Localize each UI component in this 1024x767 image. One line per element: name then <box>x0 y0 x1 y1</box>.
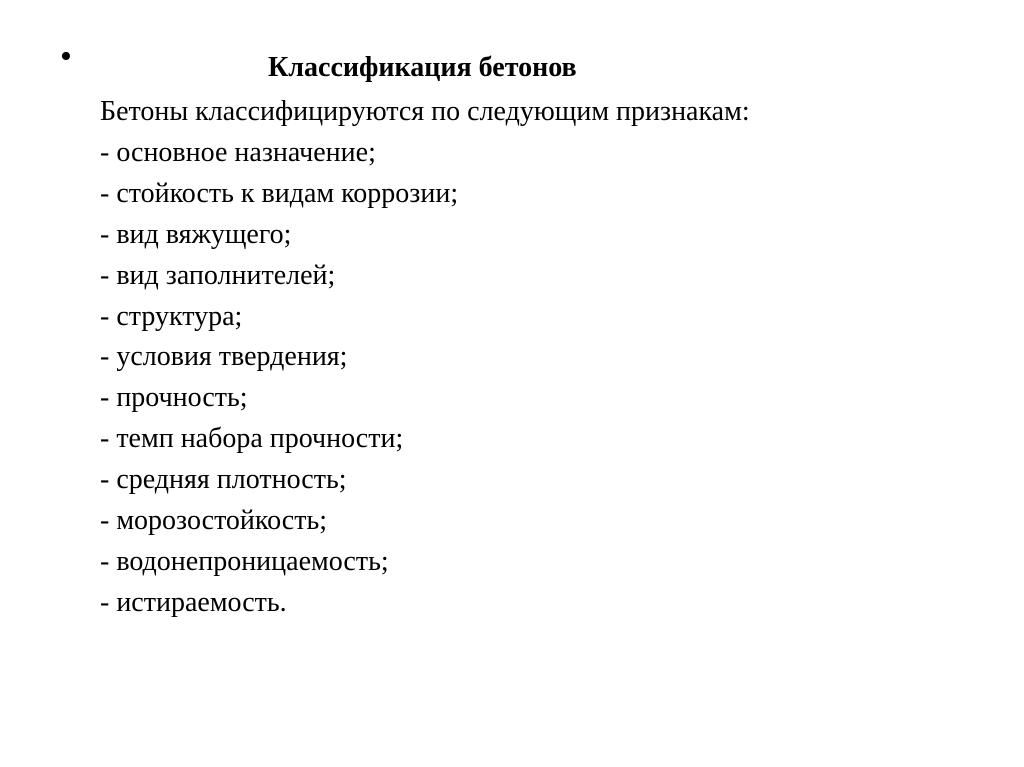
intro-text: Бетоны классифицируются по следующим признакам: <box>100 96 750 127</box>
list-item: - истираемость. <box>100 586 287 618</box>
list-item: - вид вяжущего; <box>100 218 292 250</box>
slide-title: Классификация бетонов <box>268 52 577 83</box>
classification-list <box>100 92 750 624</box>
list-item: - условия твердения; <box>100 341 348 373</box>
list-item: - структура; <box>100 300 243 332</box>
list-item: - морозостойкость; <box>100 505 328 537</box>
list-item: - вид заполнителей; <box>100 259 336 291</box>
list-item: - прочность; <box>100 382 248 414</box>
list-item: - средняя плотность; <box>100 464 347 496</box>
list-item: - стойкость к видам коррозии; <box>100 177 459 209</box>
list-item: - водонепроницаемость; <box>100 545 389 577</box>
list-item: - темп набора прочности; <box>100 423 404 455</box>
bullet-icon: • <box>60 38 72 75</box>
list-item: - основное назначение; <box>100 136 376 168</box>
